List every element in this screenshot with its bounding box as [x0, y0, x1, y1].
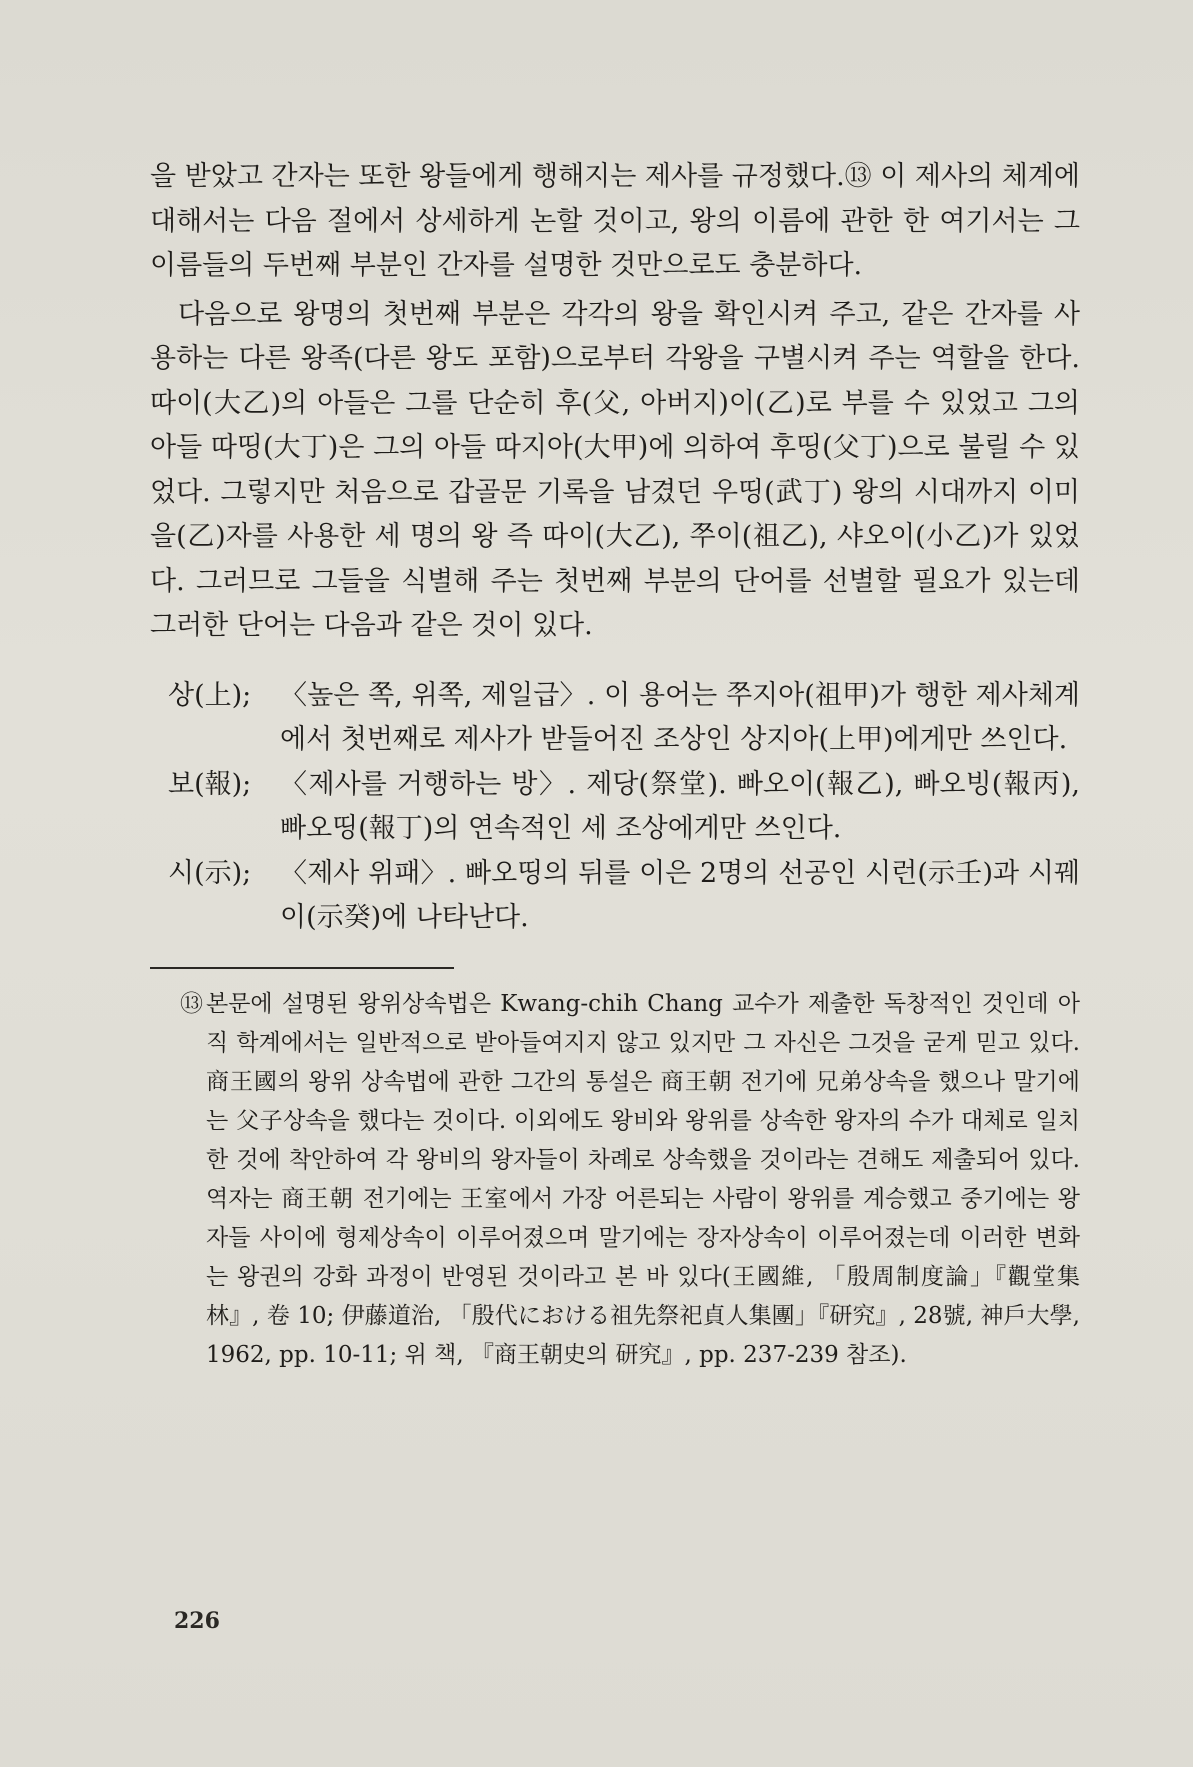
footnote	[150, 985, 1080, 1375]
body-paragraph-1: 을 받았고 간자는 또한 왕들에게 행해지는 제사를 규정했다.⑬ 이 제사의 체계에 대해서는 다음 절에서 상세하게 논할 것이고, 왕의 이름에 관한 한 여기서는 그 이름들의 두번째 부분인 간자를 설명한 것만으로도 충분하다.	[150, 161, 1080, 281]
footnote-marker: ⑬	[180, 990, 203, 1017]
footnote-text: 본문에 설명된 왕위상속법은 Kwang-chih Chang 교수가 제출한 독창적인 것인데 아직 학계에서는 일반적으로 받아들여지지 않고 있지만 그 자신은 그것을 굳게 믿고 있다. 商王國의 왕위 상속법에 관한 그간의 통설은 商王朝 전기에 兄弟상속을 했으나 말기에는 父子상속을 했다는 것이다. 이외에도 왕비와 왕위를 상속한 왕자의 수가 대체로 일치한 것에 착안하여 각 왕비의 왕자들이 차례로 상속했을 것이라는 견해도 제출되어 있다. 역자는 商王朝 전기에는 王室에서 가장 어른되는 사람이 왕위를 계승했고 중기에는 왕자들 사이에 형제상속이 이루어졌으며 말기에는 장자상속이 이루어졌는데 이러한 변화는 왕권의 강화 과정이 반영된 것이라고 본 바 있다(王國維, 「殷周制度論」『觀堂集林』, 卷 10; 伊藤道治, 「殷代における祖先祭祀貞人集團」『研究』, 28號, 神戶大學, 1962, pp. 10-11; 위 책, 『商王朝史의 研究』, pp. 237-239 참조).	[206, 990, 1080, 1368]
body-paragraph-2: 다음으로 왕명의 첫번째 부분은 각각의 왕을 확인시켜 주고, 같은 간자를 사용하는 다른 왕족(다른 왕도 포함)으로부터 각왕을 구별시켜 주는 역할을 한다. 따이(大乙)의 아들은 그를 단순히 후(父, 아버지)이(乙)로 부를 수 있었고 그의 아들 따띵(大丁)은 그의 아들 따지아(大甲)에 의하여 후띵(父丁)으로 불릴 수 있었다. 그렇지만 처음으로 갑골문 기록을 남겼던 우띵(武丁) 왕의 시대까지 이미 을(乙)자를 사용한 세 명의 왕 즉 따이(大乙), 쭈이(祖乙), 샤오이(小乙)가 있었다. 그러므로 그들을 식별해 주는 첫번째 부분의 단어를 선별할 필요가 있는데 그러한 단어는 다음과 같은 것이 있다.	[150, 298, 1080, 641]
definition-item	[150, 674, 1080, 763]
definition-list	[150, 674, 1080, 941]
definition-text: 〈높은 쪽, 위쪽, 제일급〉. 이 용어는 쭈지아(祖甲)가 행한 제사체계에서 첫번째로 제사가 받들어진 조상인 상지아(上甲)에게만 쓰인다.	[280, 679, 1080, 755]
footnote-divider	[150, 967, 454, 969]
definition-text: 〈제사를 거행하는 방〉. 제당(祭堂). 빠오이(報乙), 빠오빙(報丙), 빠오띵(報丁)의 연속적인 세 조상에게만 쓰인다.	[280, 768, 1080, 844]
definition-term: 시(示);	[168, 857, 252, 889]
definition-item	[150, 763, 1080, 852]
page-number: 226	[174, 1608, 220, 1634]
page-content	[150, 155, 1080, 1375]
definition-term: 상(上);	[168, 679, 252, 711]
definition-term: 보(報);	[168, 768, 252, 800]
definition-text: 〈제사 위패〉. 빠오띵의 뒤를 이은 2명의 선공인 시런(示壬)과 시꿰이(示癸)에 나타난다.	[280, 857, 1080, 933]
definition-item	[150, 852, 1080, 941]
